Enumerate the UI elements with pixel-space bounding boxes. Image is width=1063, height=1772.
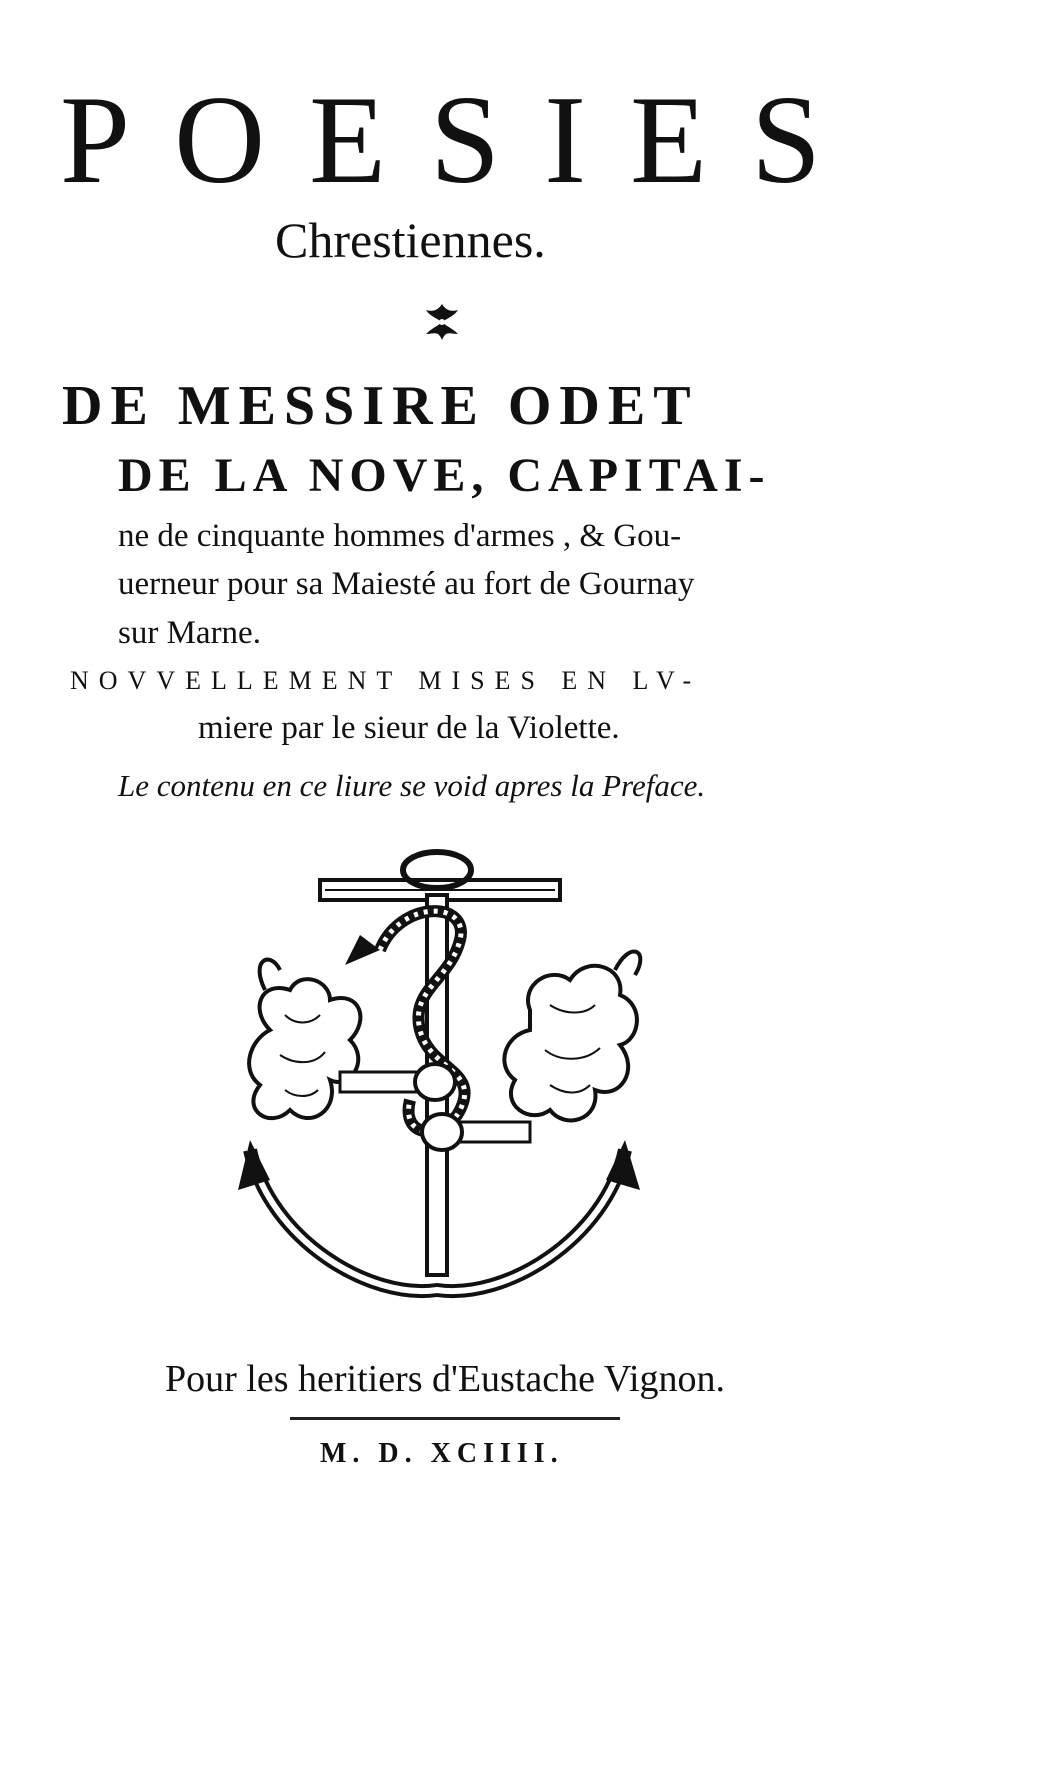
description-line-2: uerneur pour sa Maiesté au fort de Gournay [118, 566, 695, 602]
description-line-1: ne de cinquante hommes d'armes , & Gou- [118, 518, 682, 554]
contents-note: Le contenu en ce liure se void apres la Preface. [118, 768, 706, 803]
imprint: Pour les heritiers d'Eustache Vignon. [165, 1358, 726, 1400]
author-line-2: DE LA NOVE, CAPITAI- [118, 449, 771, 502]
fleuron-ornament-icon [420, 300, 464, 344]
publication-date: M. D. XCIIII. [320, 1438, 564, 1469]
editor-line-2: miere par le sieur de la Violette. [198, 710, 620, 746]
description-line-3: sur Marne. [118, 615, 261, 651]
divider-rule [290, 1417, 620, 1420]
author-line-1: DE MESSIRE ODET [62, 375, 699, 437]
anchor-with-serpent-and-hands-icon [230, 840, 650, 1340]
editor-line-1: NOVVELLEMENT MISES EN LV- [70, 666, 702, 695]
book-subtitle: Chrestiennes. [275, 212, 546, 268]
book-title: POESIES [60, 71, 866, 210]
